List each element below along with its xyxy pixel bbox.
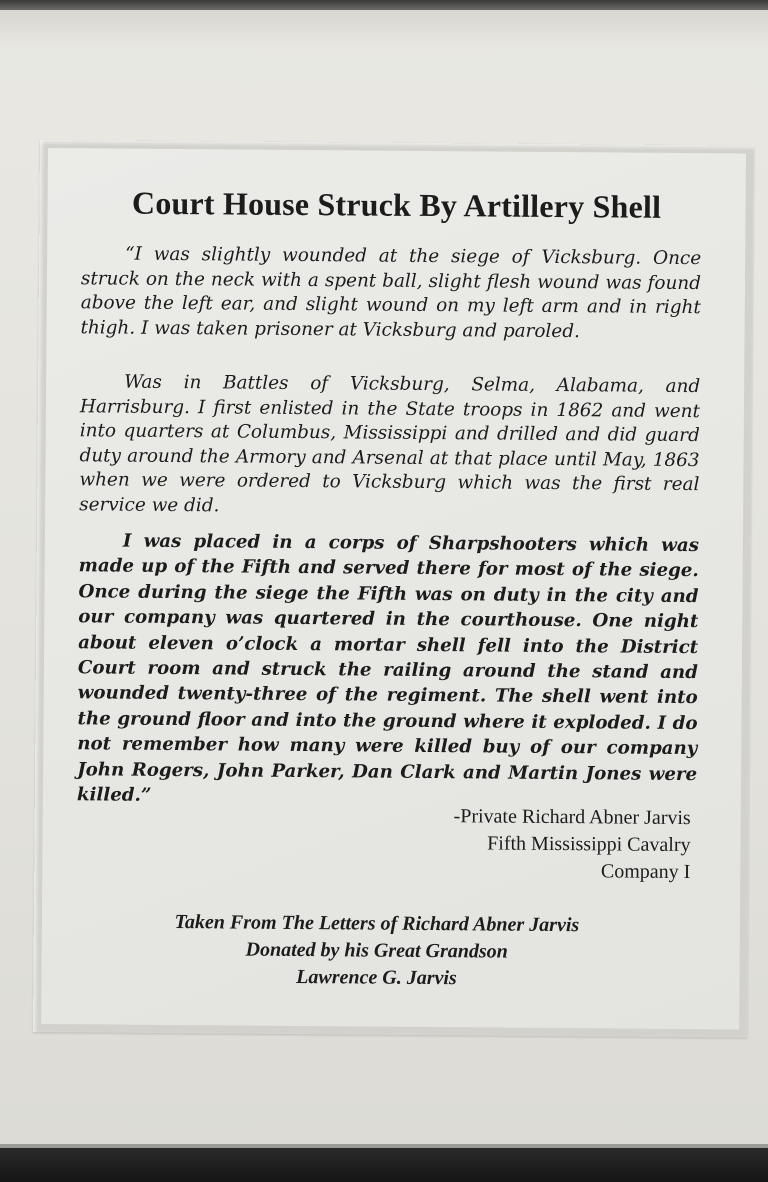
credits-line-3: Lawrence G. Jarvis xyxy=(296,965,457,990)
framed-document xyxy=(41,148,746,1029)
quote-paragraph-1: “I was slightly wounded at the siege of Vicksburg. Once struck on the neck with a spent ball, slight flesh wound was found above the left ear, and slight wound on my left arm and in right thigh. I was taken prisoner at Vicksburg and paroled. xyxy=(80,243,702,342)
credits-line-1: Taken From The Letters of Richard Abner Jarvis xyxy=(174,911,580,937)
credits-block xyxy=(41,908,712,994)
frame-top-edge xyxy=(0,0,768,10)
signature-unit: Fifth Mississippi Cavalry xyxy=(487,832,691,857)
signature-name: -Private Richard Abner Jarvis xyxy=(453,805,691,830)
frame-bottom-edge xyxy=(0,1148,768,1182)
quote-paragraph-3: I was placed in a corps of Sharpshooters which was made up of the Fifth and served there for most of the siege. Once during the siege the Fifth was on duty in the city and our company was quartered in the courthouse. One night about eleven o’clock a mortar shell fell into the District Court room and struck the railing around the stand and wounded twenty-three of the regiment. The shell went into the ground floor and into the ground where it exploded. I do not remember how many were killed buy of our company John Rogers, John Parker, Dan Clark and Martin Jones were killed.” xyxy=(76,530,699,806)
mat-shadow xyxy=(0,10,768,50)
signature-block xyxy=(453,803,691,886)
credits-line-2: Donated by his Great Grandson xyxy=(245,938,508,963)
document-title: Court House Struck By Artillery Shell xyxy=(131,184,662,225)
quote-paragraph-2: Was in Battles of Vicksburg, Selma, Alabama, and Harrisburg. I first enlisted in the State troops in 1862 and went into quarters at Columbus, Mississippi and drilled and did guard duty around the Armory and Arsenal at that place until May, 1863 when we were ordered to Vicksburg which was the first real service we did. xyxy=(79,371,701,517)
signature-company: Company I xyxy=(600,860,691,884)
